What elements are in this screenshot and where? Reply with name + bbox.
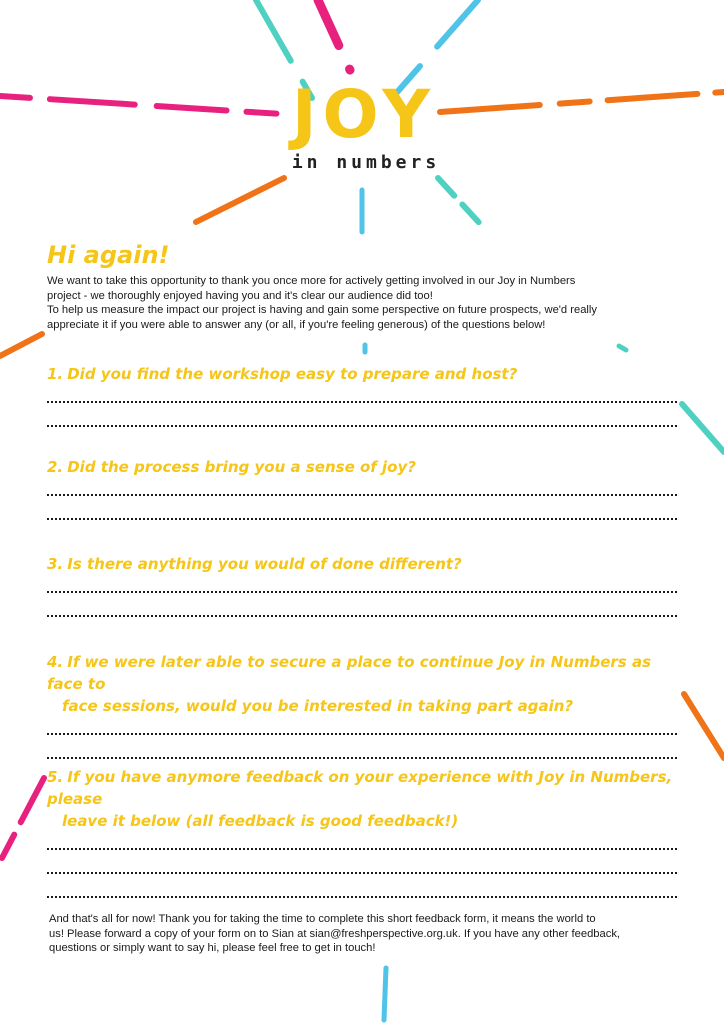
intro-line: We want to take this opportunity to thank you once more for actively getting involved in our Joy in Numbers	[47, 275, 576, 287]
question-text	[47, 553, 679, 575]
question-line: Is there anything you would of done different?	[67, 555, 462, 573]
burst-line	[619, 346, 626, 350]
burst-line	[684, 694, 724, 758]
question-line: If we were later able to secure a place to continue Joy in Numbers as face to	[47, 653, 651, 693]
question-text	[47, 651, 679, 717]
question-line: Did you find the workshop easy to prepare and host?	[67, 365, 518, 383]
intro-line: appreciate it if you were able to answer any (or all, if you're feeling generous) of the questions below!	[47, 318, 546, 331]
answer-line[interactable]	[47, 757, 677, 759]
question-number: 1.	[47, 365, 64, 383]
question-number: 2.	[47, 458, 64, 476]
question-5	[47, 766, 679, 898]
closing-line: And that's all for now! Thank you for taking the time to complete this short feedback form, it means the world to	[49, 913, 596, 925]
question-number: 5.	[47, 768, 64, 786]
burst-line	[682, 404, 724, 452]
intro-section	[47, 240, 679, 332]
intro-line: To help us measure the impact our project is having and gain some perspective on future prospects, we'd really	[47, 304, 597, 316]
answer-line[interactable]	[47, 848, 677, 850]
burst-line	[384, 968, 386, 1020]
intro-line: project - we thoroughly enjoyed having you and it's clear our audience did too!	[47, 289, 433, 302]
question-text	[47, 363, 679, 385]
answer-line[interactable]	[47, 518, 677, 520]
question-2	[47, 456, 679, 520]
burst-line	[438, 178, 484, 228]
answer-line[interactable]	[47, 425, 677, 427]
question-4	[47, 651, 679, 759]
intro-text	[47, 274, 679, 332]
question-number: 3.	[47, 555, 64, 573]
closing-line: questions or simply want to say hi, please feel free to get in touch!	[49, 942, 376, 954]
answer-line[interactable]	[47, 401, 677, 403]
answer-line[interactable]	[47, 872, 677, 874]
question-line: If you have anymore feedback on your experience with Joy in Numbers, please	[47, 768, 673, 808]
logo-title: JOY	[291, 76, 437, 153]
burst-line	[2, 778, 44, 858]
question-line: face sessions, would you be interested in taking part again?	[62, 697, 574, 715]
question-1	[47, 363, 679, 427]
question-text	[47, 456, 679, 478]
burst-line	[196, 178, 284, 222]
answer-line[interactable]	[47, 896, 677, 898]
burst-line	[0, 334, 42, 356]
answer-line[interactable]	[47, 591, 677, 593]
answer-line[interactable]	[47, 733, 677, 735]
question-number: 4.	[47, 653, 64, 671]
logo	[0, 76, 724, 173]
closing-line: us! Please forward a copy of your form on to Sian at sian@freshperspective.org.uk. If you have any other feedback,	[49, 927, 621, 940]
burst-line	[318, 0, 350, 70]
answer-line[interactable]	[47, 615, 677, 617]
logo-subtitle: in numbers	[291, 152, 441, 173]
question-3	[47, 553, 679, 617]
answer-line[interactable]	[47, 494, 677, 496]
question-line: Did the process bring you a sense of joy?	[67, 458, 416, 476]
closing-text	[49, 912, 681, 956]
question-line: leave it below (all feedback is good feedback!)	[62, 812, 459, 830]
question-text	[47, 766, 679, 832]
greeting-heading: Hi again!	[47, 241, 170, 269]
